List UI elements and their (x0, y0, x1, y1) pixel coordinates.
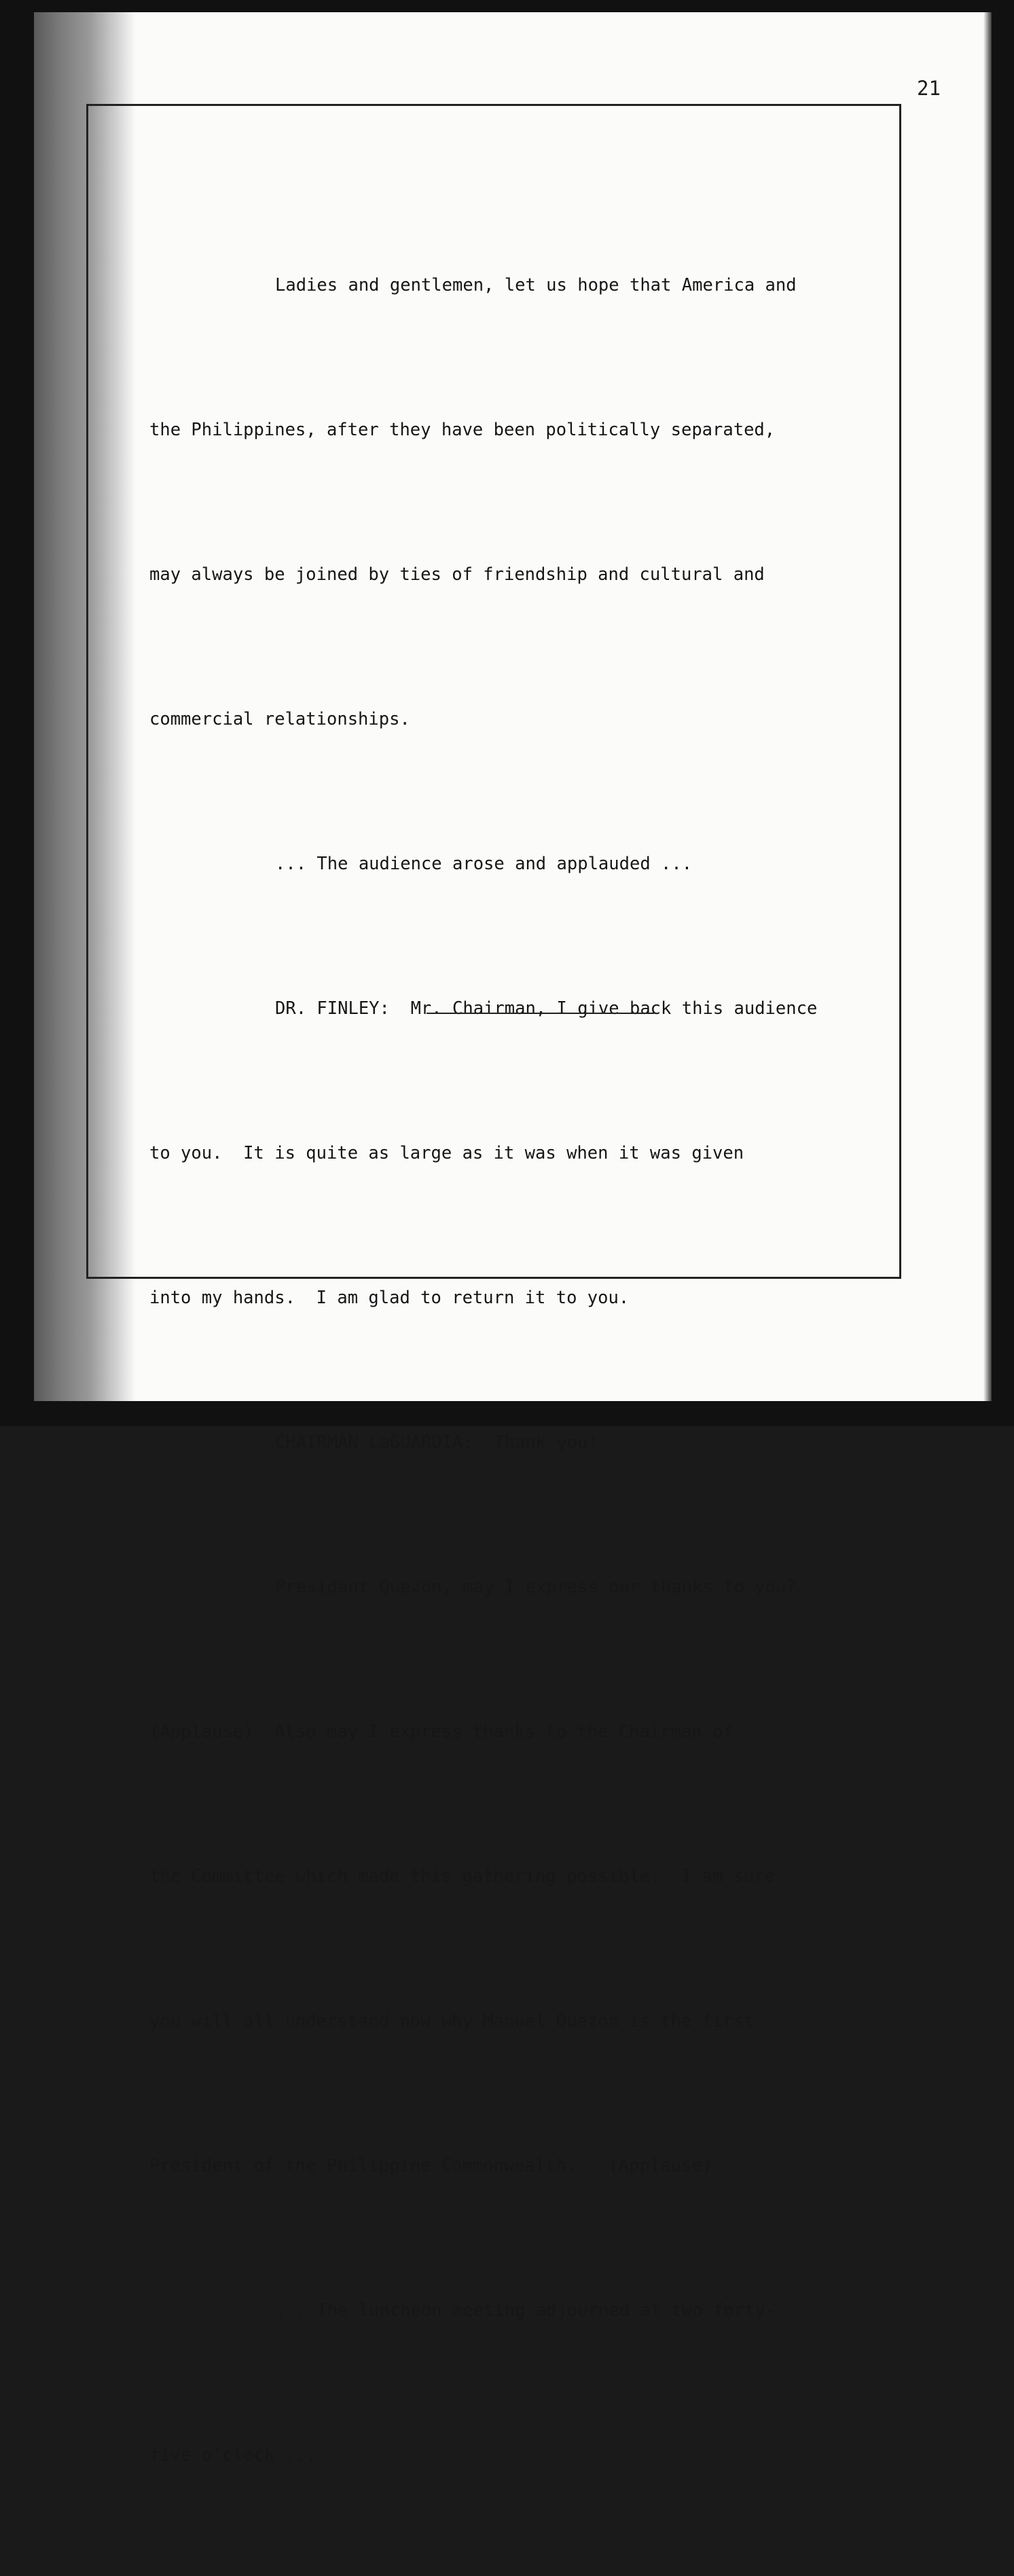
body-line: the Philippines, after they have been politically separated, (149, 420, 776, 440)
body-line: the Committee which made this gathering possible. I am sure (149, 1866, 776, 1887)
body-line: President of the Philippine Commonwealth. (Applause) (149, 2156, 713, 2176)
speaker-line: DR. FINLEY: Mr. Chairman, I give back this audience (275, 998, 818, 1019)
document-sheet (34, 12, 992, 2465)
transcript-body (149, 165, 951, 2576)
body-line: (Applause) Also may I express thanks to the Chairman of (149, 1722, 734, 1742)
page-edge-shadow (983, 12, 992, 1401)
stage-direction: five o'clock ... (149, 2445, 316, 2465)
speaker-line: CHAIRMAN LaGUARDIA: Thank you! (275, 1432, 598, 1453)
body-line: you will all understand now why Manuel Quezon is the first (149, 2011, 755, 2031)
stage-direction: ... The audience arose and applauded ... (275, 854, 693, 874)
stage-direction: ... The luncheon meeting adjourned at two forty- (275, 2300, 776, 2321)
body-line: commercial relationships. (149, 709, 410, 729)
closing-rule (427, 1013, 654, 1014)
body-line: into my hands. I am glad to return it to you. (149, 1288, 630, 1308)
body-line: Ladies and gentlemen, let us hope that America and (275, 275, 797, 295)
page-number: 21 (917, 77, 941, 100)
body-line: President Quezon, may I express our thanks to you? (275, 1577, 797, 1597)
body-line: to you. It is quite as large as it was when it was given (149, 1143, 744, 1163)
body-line: may always be joined by ties of friendship and cultural and (149, 564, 765, 585)
